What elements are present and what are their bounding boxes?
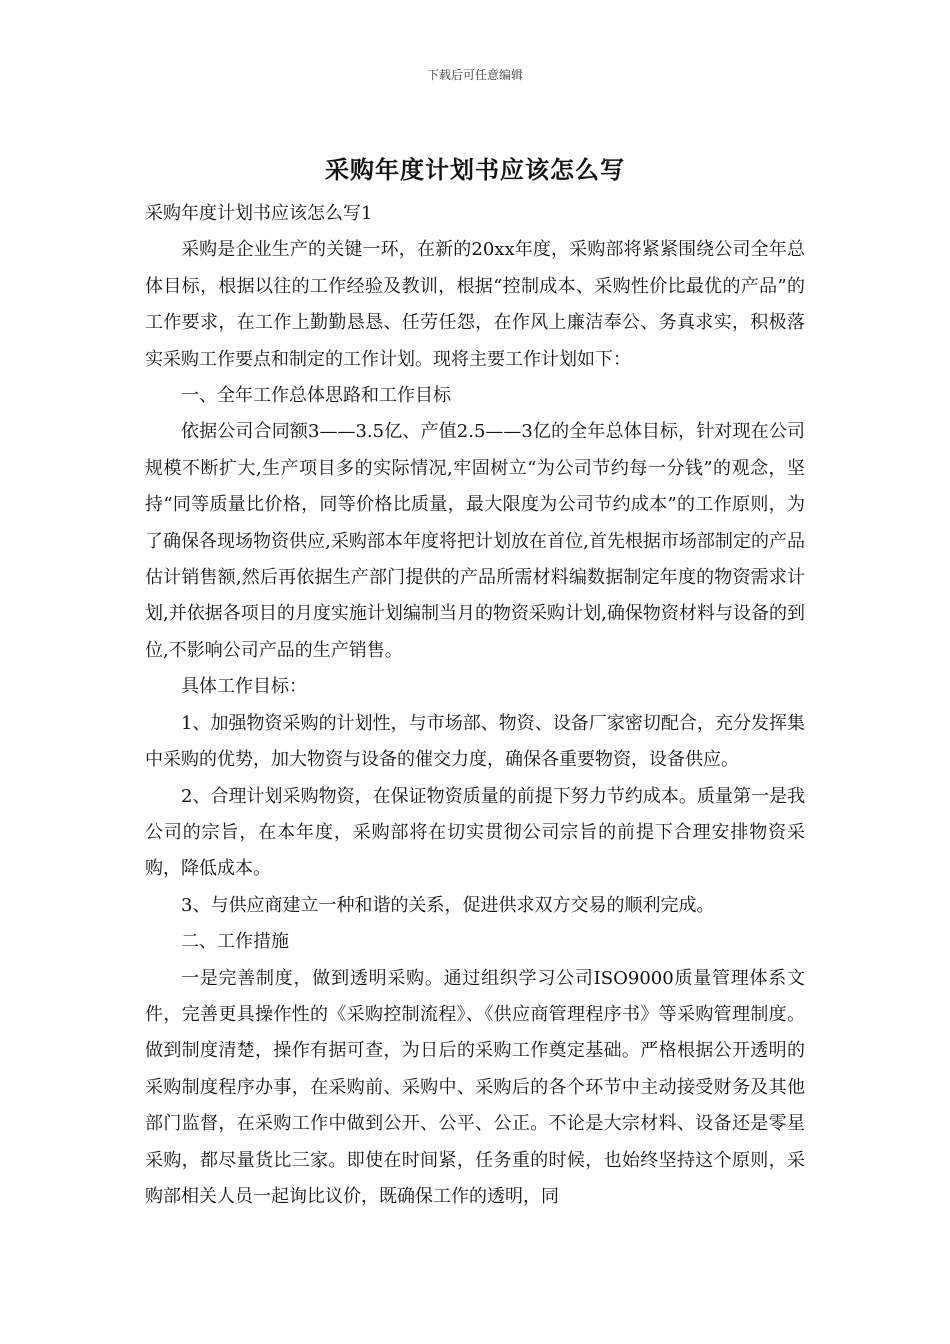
goal-item-3: 3、与供应商建立一种和谐的关系，促进供求双方交易的顺利完成。 (181, 894, 715, 916)
heading-measures: 二、工作措施 (181, 931, 289, 953)
header-note: 下载后可任意编辑 (426, 68, 523, 82)
paragraph-intro: 采购是企业生产的关键一环，在新的20xx年度，采购部将紧紧围绕公司全年总体目标，根据以往的工作经验及教训，根据“控制成本、采购性价比最优的产品”的工作要求，在工作上勤勤恳恳、任劳任怨，在作风上廉洁奉公、务真求实，积极落实采购工作要点和制定的工作计划。现将主要工作计划如下： (145, 239, 805, 370)
document-title: 采购年度计划书应该怎么写 (325, 155, 625, 184)
paragraph-overall-goals: 依据公司合同额3——3.5亿、产值2.5——3亿的全年总体目标，针对现在公司规模不断扩大,生产项目多的实际情况,牢固树立“为公司节约每一分钱”的观念，坚持“同等质量比价格，同等价格比质量，最大限度为公司节约成本”的工作原则，为了确保各现场物资供应,采购部本年度将把计划放在首位,首先根据市场部制定的产品估计销售额,然后再依据生产部门提供的产品所需材料编数据制定年度的物资需求计划,并依据各项目的月度实施计划编制当月的物资采购计划,确保物资材料与设备的到位,不影响公司产品的生产销售。 (145, 421, 805, 661)
goal-item-1: 1、加强物资采购的计划性，与市场部、物资、设备厂家密切配合，充分发挥集中采购的优势，加大物资与设备的催交力度，确保各重要物资，设备供应。 (145, 712, 805, 771)
goal-item-2: 2、合理计划采购物资，在保证物资质量的前提下努力节约成本。质量第一是我公司的宗旨，在本年度，采购部将在切实贯彻公司宗旨的前提下合理安排物资采购，降低成本。 (145, 785, 805, 880)
heading-overall-goals: 一、全年工作总体思路和工作目标 (181, 385, 451, 407)
section-subtitle: 采购年度计划书应该怎么写1 (145, 203, 373, 224)
paragraph-measures: 一是完善制度，做到透明采购。通过组织学习公司ISO9000质量管理体系文件，完善更具操作性的《采购控制流程》、《供应商管理程序书》等采购管理制度。做到制度清楚，操作有据可查，为日后的采购工作奠定基础。严格根据公开透明的采购制度程序办事，在采购前、采购中、采购后的各个环节中主动接受财务及其他部门监督，在采购工作中做到公开、公平、公正。不论是大宗材料、设备还是零星采购，都尽量货比三家。即使在时间紧，任务重的时候，也始终坚持这个原则，采购部相关人员一起询比议价，既确保工作的透明，同 (145, 967, 805, 1207)
document-body (145, 196, 805, 1215)
heading-specific-goals: 具体工作目标： (181, 676, 307, 698)
